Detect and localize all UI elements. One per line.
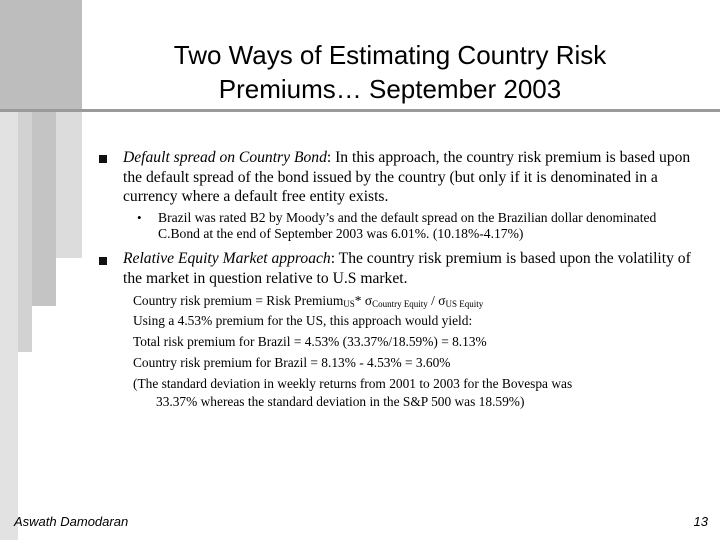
decor-top-block [0, 0, 82, 112]
footer-page-number: 13 [693, 514, 708, 529]
square-bullet-icon [99, 155, 107, 163]
formula-text-c: / σ [427, 293, 446, 308]
slide-title-line-2: Premiums… September 2003 [218, 74, 562, 104]
footer-author: Aswath Damodaran [14, 514, 129, 529]
bullet-relative-equity-lead: Relative Equity Market approach [123, 250, 331, 267]
formula-line-4: Country risk premium for Brazil = 8.13% - 4.53% = 3.60% [133, 355, 451, 370]
slide-title-line-1: Two Ways of Estimating Country Risk [173, 40, 607, 70]
formula-text-b: * σ [354, 293, 373, 308]
formula-line-3: Total risk premium for Brazil = 4.53% (33.37%/18.59%) = 8.13% [133, 334, 487, 349]
bullet-default-spread-lead: Default spread on Country Bond [123, 149, 327, 166]
bullet-default-spread-text: : In this approach, the country risk premium is based upon the default spread of the bond issued by the country (but only if it is denominated in a currency where a default free entity exists. [123, 149, 691, 205]
formula-line-6: 33.37% whereas the standard deviation in the S&P 500 was 18.59%) [156, 394, 525, 409]
formula-line-1 [133, 292, 483, 313]
formula-line-2: Using a 4.53% premium for the US, this approach would yield: [133, 313, 473, 328]
formula-sub-us-equity: US Equity [445, 299, 484, 309]
slide-title [100, 38, 680, 106]
formula-sub-us: US [343, 299, 355, 309]
formula-text-a: Country risk premium = Risk Premium [133, 293, 344, 308]
formula-sub-country-equity: Country Equity [372, 299, 428, 309]
bullet-relative-equity-text: : The country risk premium is based upon the volatility of the market in question relative to U.S market. [123, 250, 691, 287]
sub-bullet-brazil-rating: Brazil was rated B2 by Moody’s and the default spread on the Brazilian dollar denominated C.Bond at the end of September 2003 was 6.01%. (10.18%-4.17%) [158, 210, 657, 241]
formula-line-5: (The standard deviation in weekly returns from 2001 to 2003 for the Bovespa was [133, 376, 573, 391]
title-divider [0, 109, 720, 112]
square-bullet-icon [99, 257, 107, 265]
bullet-relative-equity [123, 249, 703, 288]
bullet-default-spread [123, 148, 703, 207]
dot-bullet-icon: • [137, 210, 142, 225]
